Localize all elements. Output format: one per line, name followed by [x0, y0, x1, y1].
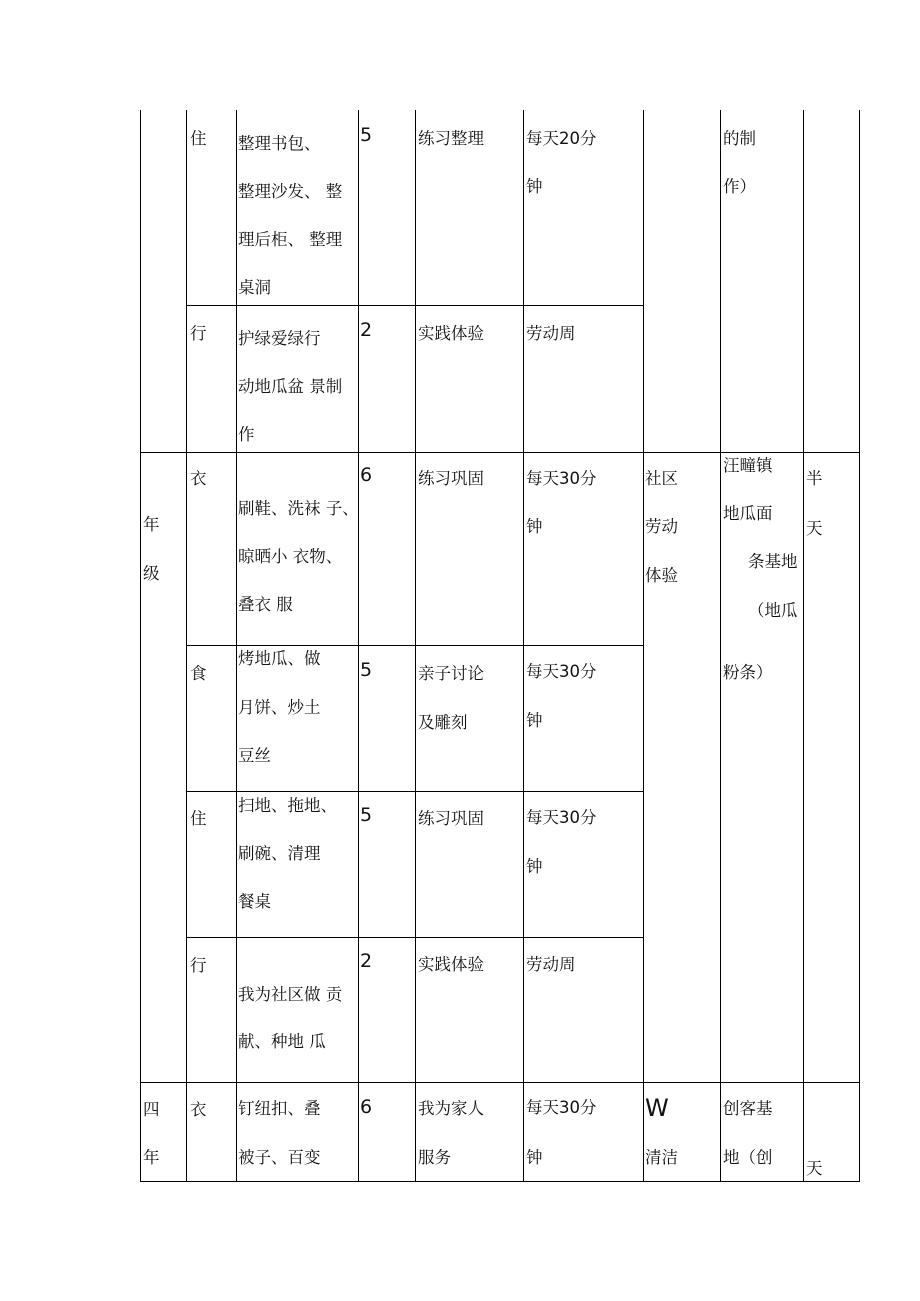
- duration-line: 半: [806, 469, 823, 488]
- time-line: 劳动周: [526, 324, 576, 343]
- content-line: 晾晒小 衣物、: [238, 547, 343, 566]
- base-line: 的制: [723, 129, 756, 148]
- content-line: 整理沙发、 整: [238, 182, 343, 201]
- activity-line: 清洁: [645, 1148, 678, 1167]
- method-cell: 练习巩固: [418, 809, 484, 828]
- base-line: 条基地: [748, 552, 798, 571]
- content-line: 钉纽扣、叠: [238, 1099, 321, 1118]
- content-line: 作: [238, 425, 255, 444]
- category-cell: 住: [190, 129, 207, 148]
- category-cell: 行: [190, 956, 207, 975]
- method-cell: 实践体验: [418, 324, 484, 343]
- activity-line: W: [645, 1094, 669, 1122]
- grade-line: 年: [143, 1148, 160, 1167]
- method-cell: 练习巩固: [418, 469, 484, 488]
- content-line: 献、种地 瓜: [238, 1032, 326, 1051]
- base-line: 作）: [723, 177, 756, 196]
- time-line: 每天30分: [526, 808, 597, 827]
- content-line: 扫地、拖地、: [238, 796, 337, 815]
- content-line: 护绿爱绿行: [238, 329, 321, 348]
- time-line: 钟: [526, 517, 543, 536]
- content-line: 被子、百变: [238, 1148, 321, 1167]
- base-line: 汪疃镇: [723, 456, 773, 475]
- base-line: 地（创: [723, 1148, 773, 1167]
- category-cell: 衣: [190, 469, 207, 488]
- content-line: 刷碗、清理: [238, 844, 321, 863]
- content-line: 月饼、炒土: [238, 698, 321, 717]
- count-cell: 5: [360, 659, 373, 681]
- method-line: 服务: [418, 1148, 451, 1167]
- grade-line: 级: [143, 564, 160, 583]
- method-line: 我为家人: [418, 1099, 484, 1118]
- time-line: 劳动周: [526, 955, 576, 974]
- content-line: 餐桌: [238, 892, 271, 911]
- content-line: 叠衣 服: [238, 595, 293, 614]
- category-cell: 住: [190, 809, 207, 828]
- content-line: 理后柜、 整理: [238, 230, 343, 249]
- duration-line: 天: [806, 1159, 823, 1178]
- category-cell: 衣: [190, 1100, 207, 1119]
- content-line: 整理书包、: [238, 134, 321, 153]
- time-line: 钟: [526, 1148, 543, 1167]
- time-line: 每天30分: [526, 1098, 597, 1117]
- grade-line: 四: [143, 1100, 160, 1119]
- content-line: 我为社区做 贡: [238, 985, 343, 1004]
- base-line: （地瓜: [748, 601, 798, 620]
- base-line: 创客基: [723, 1099, 773, 1118]
- base-line: 粉条）: [723, 663, 773, 682]
- base-line: 地瓜面: [723, 504, 773, 523]
- time-line: 每天30分: [526, 662, 597, 681]
- activity-line: 社区: [645, 469, 678, 488]
- method-cell: 实践体验: [418, 955, 484, 974]
- content-line: 刷鞋、洗袜 子、: [238, 499, 359, 518]
- time-line: 钟: [526, 857, 543, 876]
- time-line: 每天20分: [526, 129, 597, 148]
- count-cell: 5: [360, 124, 373, 146]
- category-cell: 行: [190, 324, 207, 343]
- method-cell: 练习整理: [418, 129, 484, 148]
- method-line: 亲子讨论: [418, 664, 484, 683]
- count-cell: 6: [360, 1096, 373, 1118]
- content-line: 烤地瓜、做: [238, 649, 321, 668]
- category-cell: 食: [190, 664, 207, 683]
- count-cell: 6: [360, 464, 373, 486]
- content-line: 动地瓜盆 景制: [238, 377, 343, 396]
- content-line: 豆丝: [238, 746, 271, 765]
- duration-line: 天: [806, 519, 823, 538]
- grade-line: 年: [143, 515, 160, 534]
- count-cell: 2: [360, 950, 373, 972]
- time-line: 钟: [526, 177, 543, 196]
- activity-line: 劳动: [645, 517, 678, 536]
- time-line: 每天30分: [526, 469, 597, 488]
- time-line: 钟: [526, 711, 543, 730]
- activity-line: 体验: [645, 566, 678, 585]
- method-line: 及雕刻: [418, 713, 468, 732]
- content-line: 桌洞: [238, 278, 271, 297]
- count-cell: 2: [360, 319, 373, 341]
- count-cell: 5: [360, 804, 373, 826]
